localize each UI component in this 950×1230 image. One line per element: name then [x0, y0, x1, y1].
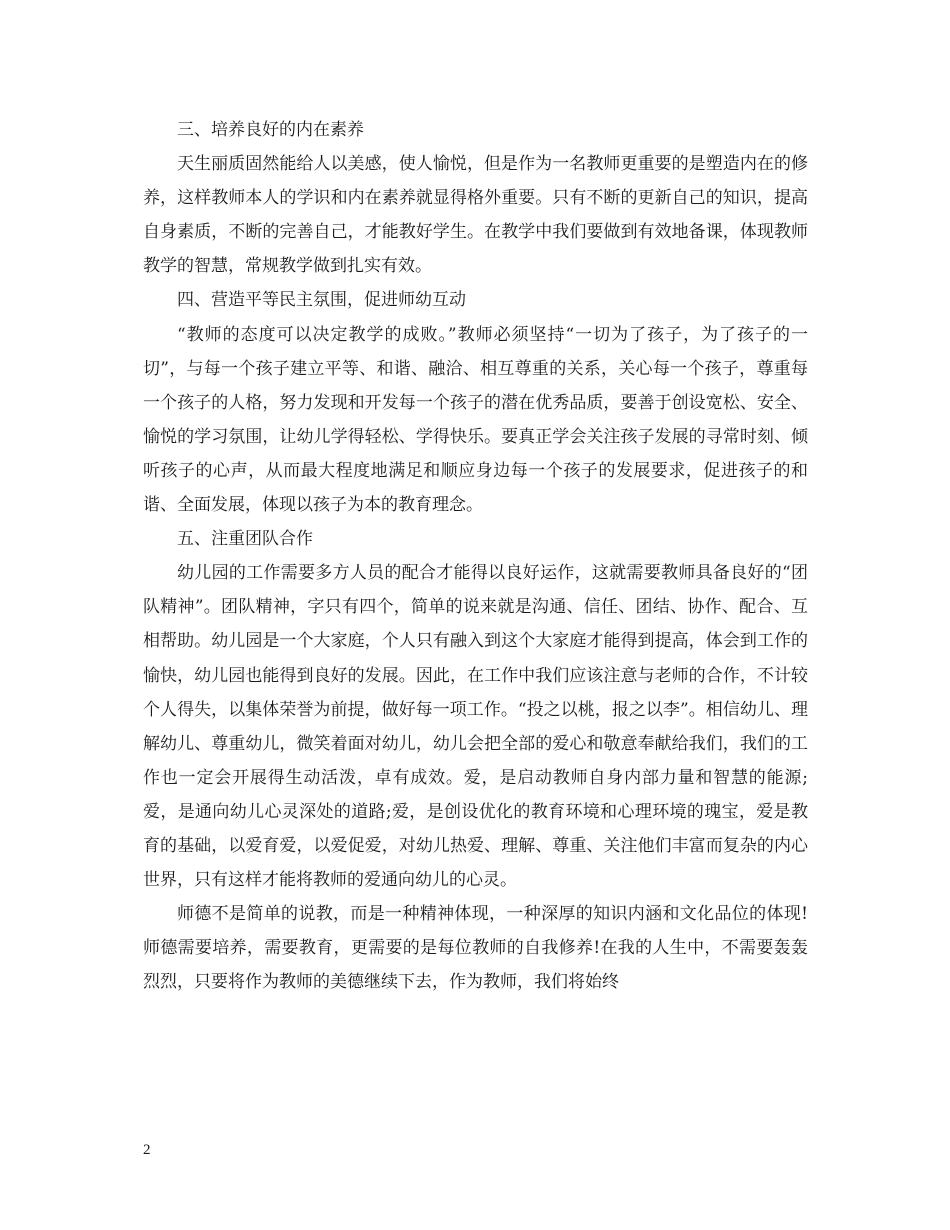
body-paragraph: 师德不是简单的说教，而是一种精神体现，一种深厚的知识内涵和文化品位的体现!师德需要培养，需要教育，更需要的是每位教师的自我修养!在我的人生中，不需要轰轰烈烈，只要将作为教师的美德继续下去，作为教师，我们将始终 [143, 904, 808, 993]
body-paragraph: 幼儿园的工作需要多方人员的配合才能得以良好运作，这就需要教师具备良好的“团队精神”。团队精神，字只有四个，简单的说来就是沟通、信任、团结、协作、配合、互相帮助。幼儿园是一个大家庭，个人只有融入到这个大家庭才能得到提高，体会到工作的愉快，幼儿园也能得到良好的发展。因此，在工作中我们应该注意与老师的合作，不计较个人得失，以集体荣誉为前提，做好每一项工作。“投之以桃，报之以李”。相信幼儿、理解幼儿、尊重幼儿，微笑着面对幼儿，幼儿会把全部的爱心和敬意奉献给我们，我们的工作也一定会开展得生动活泼，卓有成效。爱，是启动教师自身内部力量和智慧的能源;爱，是通向幼儿心灵深处的道路;爱，是创设优化的教育环境和心理环境的瑰宝，爱是教育的基础，以爱育爱，以爱促爱，对幼儿热爱、理解、尊重、关注他们丰富而复杂的内心世界，只有这样才能将教师的爱通向幼儿的心灵。 [143, 563, 808, 891]
page-number: 2 [143, 1142, 151, 1158]
section-heading-5: 五、注重团队合作 [177, 529, 313, 550]
body-paragraph: “教师的态度可以决定教学的成败。”教师必须坚持“一切为了孩子，为了孩子的一切”，与每一个孩子建立平等、和谐、融洽、相互尊重的关系，关心每一个孩子，尊重每一个孩子的人格，努力发现和开发每一个孩子的潜在优秀品质，要善于创设宽松、安全、愉悦的学习氛围，让幼儿学得轻松、学得快乐。要真正学会关注孩子发展的寻常时刻、倾听孩子的心声，从而最大程度地满足和顺应身边每一个孩子的发展要求，促进孩子的和谐、全面发展，体现以孩子为本的教育理念。 [143, 324, 808, 516]
section-heading-4: 四、营造平等民主氛围，促进师幼互动 [177, 290, 466, 311]
section-heading-3: 三、培养良好的内在素养 [177, 120, 364, 140]
document-body [143, 113, 808, 999]
body-paragraph: 天生丽质固然能给人以美感，使人愉悦，但是作为一名教师更重要的是塑造内在的修养，这样教师本人的学识和内在素养就显得格外重要。只有不断的更新自己的知识，提高自身素质，不断的完善自己，才能教好学生。在教学中我们要做到有效地备课，体现教师教学的智慧，常规教学做到扎实有效。 [143, 154, 808, 277]
